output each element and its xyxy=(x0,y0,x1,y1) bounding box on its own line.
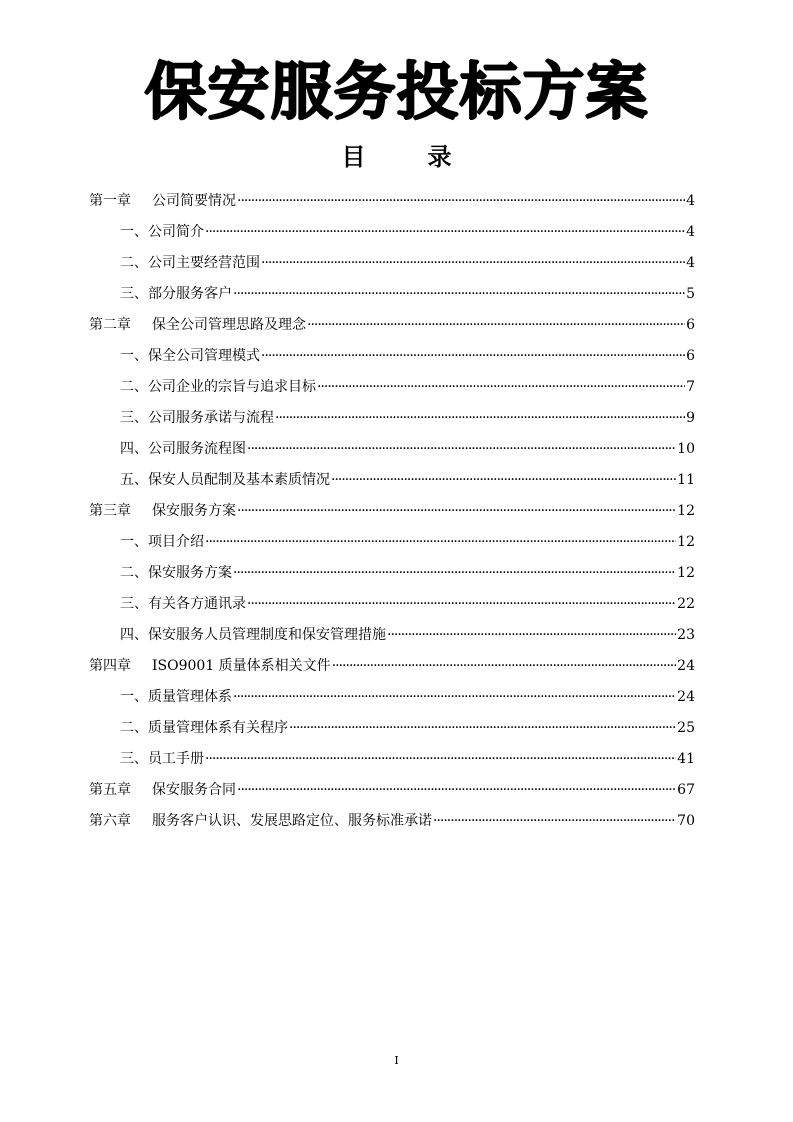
toc-section-entry[interactable] xyxy=(89,707,695,738)
toc-dot-leader xyxy=(261,253,685,273)
toc-dot-leader xyxy=(205,222,685,242)
toc-heading xyxy=(0,140,793,174)
toc-page-number: 12 xyxy=(677,565,695,581)
toc-section-entry[interactable] xyxy=(89,242,695,273)
toc-entry-title: 保全公司管理思路及理念 xyxy=(152,317,306,333)
toc-page-number: 6 xyxy=(686,317,695,333)
toc-section-entry[interactable] xyxy=(89,211,695,242)
toc-entry-title: 四、公司服务流程图 xyxy=(120,441,246,457)
toc-dot-leader xyxy=(332,656,676,676)
toc-heading-char-2: 录 xyxy=(427,143,452,171)
page-number: I xyxy=(394,1054,399,1067)
toc-section-entry[interactable] xyxy=(89,459,695,490)
toc-dot-leader xyxy=(205,749,676,769)
toc-entry-title: 一、保全公司管理模式 xyxy=(120,348,260,364)
toc-entry-title: 二、保安服务方案 xyxy=(120,565,232,581)
toc-section-entry[interactable] xyxy=(89,521,695,552)
toc-section-entry[interactable] xyxy=(89,273,695,304)
toc-page-number: 67 xyxy=(677,782,695,798)
toc-entry-title: 一、公司简介 xyxy=(120,224,204,240)
toc-page-number: 4 xyxy=(686,255,695,271)
toc-chapter-entry[interactable] xyxy=(89,800,695,831)
toc-dot-leader xyxy=(331,470,676,490)
table-of-contents xyxy=(89,180,695,831)
toc-dot-leader xyxy=(247,594,676,614)
toc-heading-char-1: 目 xyxy=(341,143,366,171)
toc-entry-title: 五、保安人员配制及基本素质情况 xyxy=(120,472,330,488)
toc-page-number: 9 xyxy=(686,410,695,426)
toc-section-entry[interactable] xyxy=(89,397,695,428)
toc-section-entry[interactable] xyxy=(89,676,695,707)
toc-entry-title: 三、有关各方通讯录 xyxy=(120,596,246,612)
toc-page-number: 23 xyxy=(677,627,695,643)
toc-page-number: 22 xyxy=(677,596,695,612)
toc-section-entry[interactable] xyxy=(89,552,695,583)
toc-entry-title: 一、质量管理体系 xyxy=(120,689,232,705)
toc-dot-leader xyxy=(237,780,676,800)
toc-section-entry[interactable] xyxy=(89,614,695,645)
toc-section-entry[interactable] xyxy=(89,428,695,459)
toc-dot-leader xyxy=(233,687,676,707)
toc-dot-leader xyxy=(307,315,685,335)
toc-page-number: 70 xyxy=(677,813,695,829)
toc-page-number: 12 xyxy=(677,534,695,550)
toc-page-number: 6 xyxy=(686,348,695,364)
toc-section-entry[interactable] xyxy=(89,335,695,366)
toc-page-number: 10 xyxy=(677,441,695,457)
toc-dot-leader xyxy=(205,532,676,552)
toc-entry-title: 二、公司企业的宗旨与追求目标 xyxy=(120,379,316,395)
toc-section-entry[interactable] xyxy=(89,366,695,397)
toc-section-entry[interactable] xyxy=(89,738,695,769)
toc-entry-title: 服务客户认识、发展思路定位、服务标准承诺 xyxy=(152,813,432,829)
toc-dot-leader xyxy=(433,811,676,831)
toc-section-entry[interactable] xyxy=(89,583,695,614)
toc-dot-leader xyxy=(289,718,676,738)
toc-page-number: 4 xyxy=(686,224,695,240)
toc-page-number: 11 xyxy=(677,472,695,488)
toc-chapter-number: 第一章 xyxy=(89,193,131,209)
toc-chapter-number: 第四章 xyxy=(89,658,131,674)
toc-entry-title: 二、质量管理体系有关程序 xyxy=(120,720,288,736)
document-title: 保安服务投标方案 xyxy=(144,55,649,128)
toc-dot-leader xyxy=(275,408,685,428)
toc-chapter-entry[interactable] xyxy=(89,490,695,521)
toc-dot-leader xyxy=(261,346,685,366)
toc-entry-title: 一、项目介绍 xyxy=(120,534,204,550)
toc-chapter-entry[interactable] xyxy=(89,180,695,211)
toc-page-number: 4 xyxy=(686,193,695,209)
toc-dot-leader xyxy=(233,563,676,583)
toc-chapter-entry[interactable] xyxy=(89,645,695,676)
toc-dot-leader xyxy=(237,191,685,211)
toc-page-number: 24 xyxy=(677,658,695,674)
toc-entry-title: 三、公司服务承诺与流程 xyxy=(120,410,274,426)
toc-chapter-number: 第三章 xyxy=(89,503,131,519)
toc-dot-leader xyxy=(247,439,676,459)
toc-page-number: 24 xyxy=(677,689,695,705)
toc-dot-leader xyxy=(233,284,685,304)
toc-chapter-number: 第六章 xyxy=(89,813,131,829)
toc-page-number: 12 xyxy=(677,503,695,519)
toc-entry-title: ISO9001 质量体系相关文件 xyxy=(152,658,331,674)
toc-page-number: 41 xyxy=(677,751,695,767)
toc-entry-title: 四、保安服务人员管理制度和保安管理措施 xyxy=(120,627,386,643)
toc-entry-title: 二、公司主要经营范围 xyxy=(120,255,260,271)
toc-chapter-number: 第五章 xyxy=(89,782,131,798)
toc-page-number: 7 xyxy=(686,379,695,395)
toc-dot-leader xyxy=(237,501,676,521)
toc-dot-leader xyxy=(387,625,676,645)
toc-chapter-number: 第二章 xyxy=(89,317,131,333)
toc-page-number: 5 xyxy=(686,286,695,302)
toc-page-number: 25 xyxy=(677,720,695,736)
toc-entry-title: 公司简要情况 xyxy=(152,193,236,209)
toc-entry-title: 保安服务合同 xyxy=(152,782,236,798)
toc-entry-title: 保安服务方案 xyxy=(152,503,236,519)
toc-entry-title: 三、部分服务客户 xyxy=(120,286,232,302)
toc-entry-title: 三、员工手册 xyxy=(120,751,204,767)
toc-dot-leader xyxy=(317,377,685,397)
toc-chapter-entry[interactable] xyxy=(89,304,695,335)
toc-chapter-entry[interactable] xyxy=(89,769,695,800)
